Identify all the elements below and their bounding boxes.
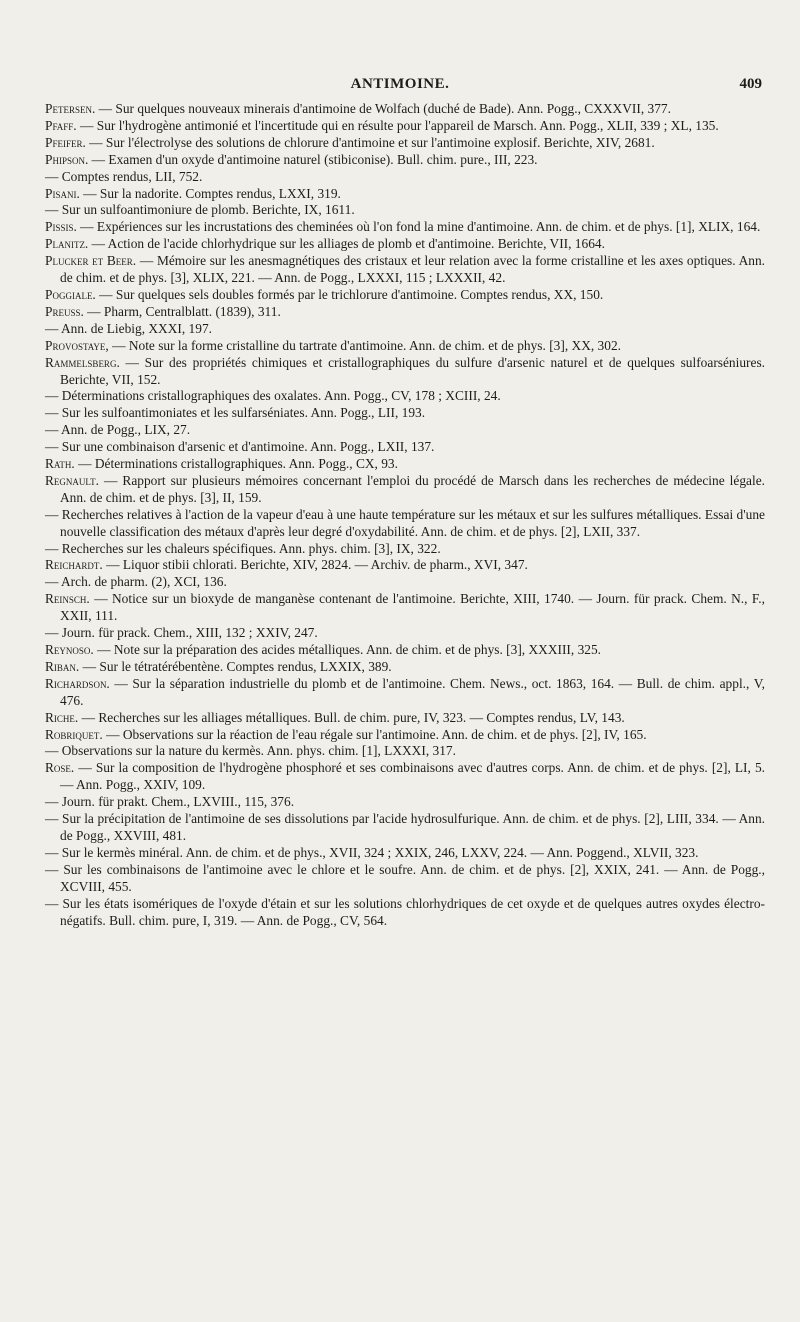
- bibliography-entry: [45, 794, 765, 811]
- entry-author: Richardson.: [45, 675, 110, 691]
- entry-text: — Sur une combinaison d'arsenic et d'antimoine. Ann. Pogg., LXII, 137.: [45, 439, 435, 455]
- entry-author: Plucker et Beer.: [45, 253, 137, 269]
- bibliography-entry: [45, 456, 765, 473]
- bibliography-entry: [45, 591, 765, 625]
- entry-text: — Sur le tétratérébentène. Comptes rendus, LXXIX, 389.: [79, 658, 392, 674]
- bibliography-entry: [45, 507, 765, 541]
- entry-text: — Sur la nadorite. Comptes rendus, LXXI, 319.: [79, 185, 341, 201]
- entry-text: — Action de l'acide chlorhydrique sur les alliages de plomb et d'antimoine. Berichte, VII, 1664.: [88, 236, 605, 252]
- bibliography-entry: [45, 557, 765, 574]
- entry-text: — Note sur la forme cristalline du tartrate d'antimoine. Ann. de chim. et de phys. [3], XX, 302.: [108, 337, 621, 353]
- page-number: 409: [739, 76, 762, 92]
- bibliography-entry: [45, 321, 765, 338]
- entry-text: — Observations sur la nature du kermès. Ann. phys. chim. [1], LXXXI, 317.: [45, 743, 456, 759]
- entry-text: — Sur la séparation industrielle du plomb et de l'antimoine. Chem. News., oct. 1863, 164. — Bull. de chim. appl., V, 476.: [60, 675, 765, 708]
- entry-text: — Pharm, Centralblatt. (1839), 311.: [83, 303, 281, 319]
- bibliography-entry: [45, 760, 765, 794]
- entry-text: — Sur quelques nouveaux minerais d'antimoine de Wolfach (duché de Bade). Ann. Pogg., CXXXVII, 377.: [95, 101, 671, 116]
- entry-author: Phipson.: [45, 151, 89, 167]
- entry-text: — Notice sur un bioxyde de manganèse contenant de l'antimoine. Berichte, XIII, 1740. — Journ. für prack. Chem. N., F., XXII, 111.: [60, 591, 765, 624]
- bibliography-entry: [45, 710, 765, 727]
- bibliography-entry: [45, 422, 765, 439]
- bibliography-entry: [45, 676, 765, 710]
- bibliography-entry: [45, 101, 765, 118]
- bibliography-entry: [45, 439, 765, 456]
- bibliography-entry: [45, 219, 765, 236]
- entry-text: — Note sur la préparation des acides métalliques. Ann. de chim. et de phys. [3], XXXIII, 325.: [93, 642, 602, 657]
- entry-text: — Sur un sulfoantimoniure de plomb. Berichte, IX, 1611.: [45, 202, 355, 218]
- entry-text: — Sur le kermès minéral. Ann. de chim. et de phys., XVII, 324 ; XXIX, 246, LXXV, 224. — Ann. Poggend., XLVII, 323.: [45, 844, 699, 860]
- bibliography-entry: [45, 659, 765, 676]
- entry-author: Reynoso.: [45, 642, 94, 657]
- entry-author: Rath.: [45, 456, 75, 472]
- entry-author: Robriquet.: [45, 726, 103, 742]
- entry-author: Reichardt.: [45, 557, 103, 573]
- entry-author: Pisani.: [45, 185, 80, 201]
- entry-text: — Sur l'hydrogène antimonié et l'incertitude qui en résulte pour l'appareil de Marsch. Ann. Pogg., XLII, 339 ; XL, 135.: [76, 117, 719, 133]
- bibliography-entry: [45, 405, 765, 422]
- entry-author: Rammelsberg.: [45, 354, 120, 370]
- bibliography-entry: [45, 186, 765, 203]
- bibliography-entry: [45, 845, 765, 862]
- entry-text: — Liquor stibii chlorati. Berichte, XIV, 2824. — Archiv. de pharm., XVI, 347.: [102, 557, 528, 573]
- bibliography-entry: [45, 896, 765, 930]
- entry-author: Riban.: [45, 658, 80, 674]
- entry-text: — Rapport sur plusieurs mémoires concernant l'emploi du procédé de Marsch dans les recherches de médecine légale. Ann. de chim. et de phys. [3], II, 159.: [60, 472, 765, 505]
- bibliography-entry: [45, 473, 765, 507]
- entry-text: — Sur les combinaisons de l'antimoine avec le chlore et le soufre. Ann. de chim. et de phys. [2], XXIX, 241. — Ann. de Pogg., XCVIII, 455.: [45, 861, 765, 894]
- entry-author: Regnault.: [45, 472, 99, 488]
- bibliography-entry: [45, 727, 765, 744]
- entry-text: — Journ. für prakt. Chem., LXVIII., 115, 376.: [45, 794, 295, 810]
- entry-author: Petersen.: [45, 101, 96, 116]
- entry-text: — Déterminations cristallographiques des oxalates. Ann. Pogg., CV, 178 ; XCIII, 24.: [45, 388, 501, 404]
- bibliography-entry: [45, 625, 765, 642]
- entry-text: — Sur les sulfoantimoniates et les sulfarséniates. Ann. Pogg., LII, 193.: [45, 405, 426, 421]
- entry-text: — Sur la précipitation de l'antimoine de ses dissolutions par l'acide hydrosulfurique. Ann. de chim. et de phys. [2], LIII, 334. — Ann. de Pogg., XXVIII, 481.: [45, 811, 765, 843]
- entry-author: Riche.: [45, 709, 79, 725]
- entry-text: — Expériences sur les incrustations des cheminées où l'on fond la mine d'antimoine. Ann. de chim. et de phys. [1], XLIX, 164.: [76, 219, 761, 235]
- entry-author: Preuss.: [45, 303, 84, 319]
- bibliography-entry: [45, 355, 765, 389]
- entry-author: Pissis.: [45, 219, 77, 235]
- entry-text: — Sur la composition de l'hydrogène phosphoré et ses combinaisons avec d'autres corps. Ann. de chim. et de phys. [2], LI, 5. — Ann. Pogg., XXIV, 109.: [60, 760, 765, 793]
- bibliography-entry: [45, 388, 765, 405]
- bibliography-entry: [45, 574, 765, 591]
- page-header: [0, 76, 800, 100]
- entry-text: — Ann. de Pogg., LIX, 27.: [45, 422, 191, 438]
- entry-text: — Recherches sur les alliages métalliques. Bull. de chim. pure, IV, 323. — Comptes rendus, LV, 143.: [78, 709, 625, 725]
- entry-text: — Sur l'électrolyse des solutions de chlorure d'antimoine et sur l'antimoine explosif. Berichte, XIV, 2681.: [85, 134, 655, 150]
- bibliography-entry: [45, 541, 765, 558]
- entry-text: — Arch. de pharm. (2), XCI, 136.: [45, 574, 227, 590]
- entry-author: Provostaye,: [45, 337, 109, 353]
- bibliography-entry: [45, 236, 765, 253]
- bibliography-entry: [45, 135, 765, 152]
- bibliography-entry: [45, 642, 765, 659]
- entry-text: — Recherches sur les chaleurs spécifiques. Ann. phys. chim. [3], IX, 322.: [45, 540, 441, 556]
- bibliography-entry: [45, 304, 765, 321]
- bibliography-entry: [45, 202, 765, 219]
- entry-text: — Ann. de Liebig, XXXI, 197.: [45, 320, 212, 336]
- entry-text: — Journ. für prack. Chem., XIII, 132 ; XXIV, 247.: [45, 625, 318, 641]
- entry-text: — Sur quelques sels doubles formés par le trichlorure d'antimoine. Comptes rendus, XX, 150.: [95, 286, 604, 302]
- running-title: ANTIMOINE.: [350, 76, 450, 92]
- entry-author: Poggiale.: [45, 286, 96, 302]
- entry-text: — Recherches relatives à l'action de la vapeur d'eau à une haute température sur les métaux et sur les sulfures métalliques. Essai d'une nouvelle classification des métaux d'après leur degré d'oxydabilité. Ann. de chim. et de phys. [2], LXII, 337.: [45, 506, 765, 539]
- entry-author: Planitz.: [45, 236, 89, 252]
- entry-text: — Déterminations cristallographiques. Ann. Pogg., CX, 93.: [74, 456, 398, 472]
- entry-author: Rose.: [45, 760, 75, 776]
- entry-text: — Sur des propriétés chimiques et cristallographiques du sulfure d'arsenic naturel et de quelques sulfoarséniures. Berichte, VII, 152.: [60, 354, 765, 387]
- entry-author: Pfaff.: [45, 117, 77, 133]
- bibliography-entry: [45, 743, 765, 760]
- entry-text: — Sur les états isomériques de l'oxyde d'étain et sur les solutions chlorhydriques de cet oxyde et de quelques autres oxydes électro-négatifs. Bull. chim. pure, I, 319. — Ann. de Pogg., CV, 564.: [45, 895, 765, 928]
- bibliography-entry: [45, 169, 765, 186]
- entry-author: Pfeifer.: [45, 134, 86, 150]
- bibliography-entry: [45, 811, 765, 845]
- bibliography-entry: [45, 338, 765, 355]
- bibliography-entry: [45, 287, 765, 304]
- bibliography-list: [45, 101, 765, 929]
- entry-author: Reinsch.: [45, 591, 90, 607]
- bibliography-entry: [45, 152, 765, 169]
- entry-text: — Examen d'un oxyde d'antimoine naturel (stibiconise). Bull. chim. pure., III, 223.: [88, 151, 538, 167]
- entry-text: — Comptes rendus, LII, 752.: [45, 168, 203, 184]
- entry-text: — Observations sur la réaction de l'eau régale sur l'antimoine. Ann. de chim. et de phys. [2], IV, 165.: [102, 726, 647, 742]
- bibliography-entry: [45, 862, 765, 896]
- entry-text: — Mémoire sur les anesmagnétiques des cristaux et leur relation avec la forme cristalline et les axes optiques. Ann. de chim. et de phys. [3], XLIX, 221. — Ann. de Pogg., LXXXI, 115 ; LXXXII, 42.: [60, 253, 765, 286]
- bibliography-entry: [45, 118, 765, 135]
- bibliography-entry: [45, 253, 765, 287]
